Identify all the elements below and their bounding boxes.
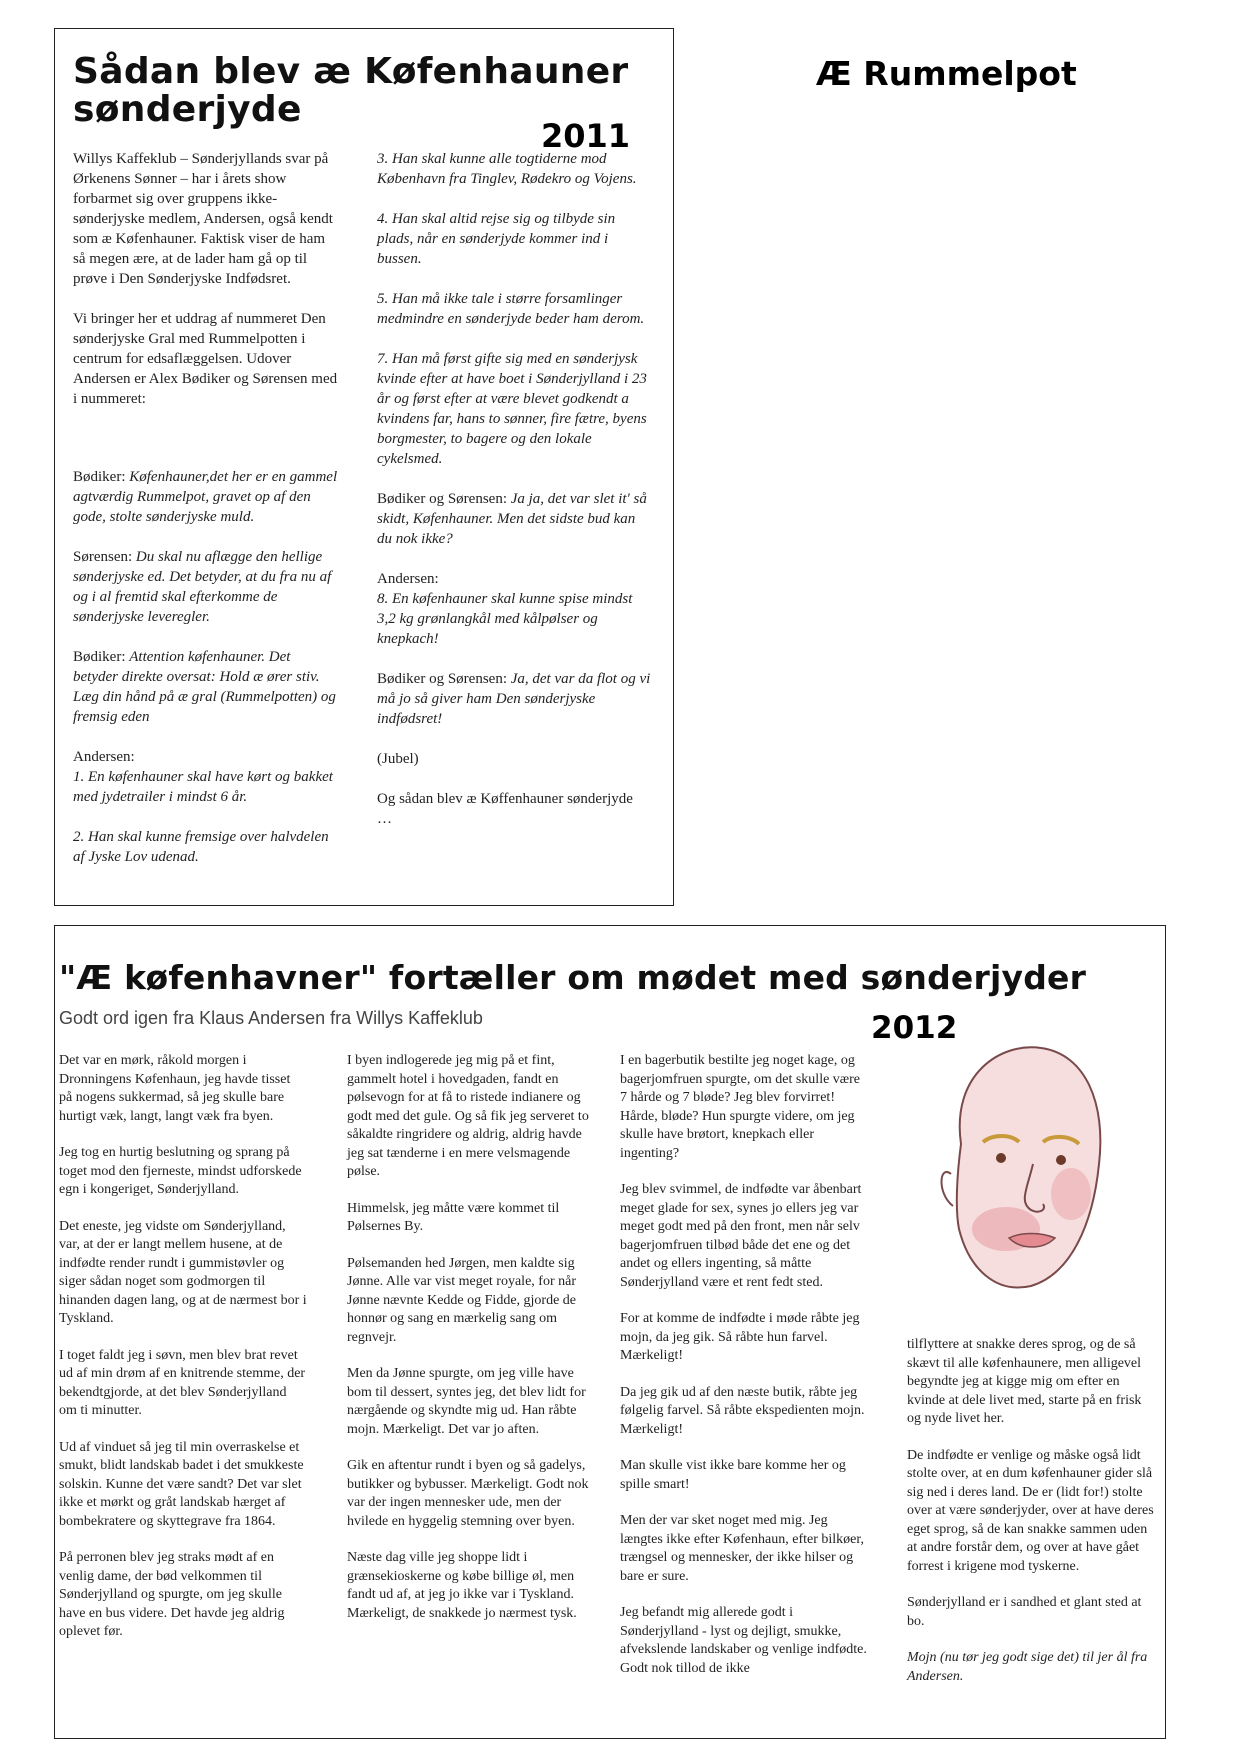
article-2012-deck: Godt ord igen fra Klaus Andersen fra Willys Kaffeklub xyxy=(59,1008,483,1028)
closing-line: Og sådan blev æ Køffenhauner sønderjyde … xyxy=(377,791,633,827)
line-text: Attention køfenhauner. Det betyder direkte oversat: Hold æ ører stiv. Læg din hånd på æ gral (Rummelpotten) og fremsig eden xyxy=(73,649,336,725)
dialogue-line xyxy=(73,827,339,867)
dialogue-line xyxy=(73,747,339,807)
paragraph: Jeg tog en hurtig beslutning og sprang på toget mod den fjerneste, mindst udforskede egn i kongeriget, Sønderjylland. xyxy=(59,1145,302,1197)
paragraph: Det eneste, jeg vidste om Sønderjylland, var, at der er langt mellem husene, at de indfødte render rundt i gummistøvler og siger sådan noget som godmorgen til hinanden dagen lang, og at de nærmest bor i Tyskland. xyxy=(59,1218,307,1326)
article-2012-title: "Æ køfenhavner" fortæller om mødet med sønderjyder xyxy=(59,958,1087,997)
intro-paragraph: Vi bringer her et uddrag af nummeret Den sønderjyske Gral med Rummelpotten i centrum for edsaflæggelsen. Udover Andersen er Alex Bødiker og Sørensen med i nummeret: xyxy=(73,311,338,407)
paragraph: Himmelsk, jeg måtte være kommet til Pølsernes By. xyxy=(347,1200,560,1234)
dialogue-line xyxy=(73,467,339,527)
paragraph: Men da Jønne spurgte, om jeg ville have bom til dessert, syntes jeg, det blev lidt for nærgående og skyndte mig ud. Han råbte mojn. Mærkeligt. Det var jo aften. xyxy=(347,1366,586,1437)
line-text: 8. En køfenhauner skal kunne spise mindst 3,2 kg grønlangkål med kålpølser og knepkach! xyxy=(377,591,633,647)
line-text: Køfenhauner,det her er en gammel agtværdig Rummelpot, gravet op af den gode, stolte sønderjyske muld. xyxy=(73,469,338,525)
line-text: 4. Han skal altid rejse sig og tilbyde sin plads, når en sønderjyde kommer ind i bussen. xyxy=(377,211,616,267)
paragraph: De indfødte er venlige og måske også lidt stolte over, at en dum køfenhauner gider slå sig ned i deres land. De er (lidt for!) stolte over at være sønderjyder, over at have deres eget sprog, så de kan snakke sammen uden at andre forstår dem, og over at have gået forrest i krigene mod tyskerne. xyxy=(907,1447,1154,1574)
intro-paragraph: Willys Kaffeklub – Sønderjyllands svar på Ørkenens Sønner – har i årets show forbarmet sig over gruppens ikke-sønderjyske medlem, Andersen, også kendt som æ Køfenhauner. Faktisk viser de ham så megen ære, at de lader ham gå op til prøve i Den Sønderjyske Indfødsret. xyxy=(73,151,333,287)
article-2012-column-2 xyxy=(347,1052,595,1641)
article-2012-column-3 xyxy=(620,1052,868,1696)
line-text: 5. Han må ikke tale i større forsamlinger medmindre en sønderjyde beder ham derom. xyxy=(377,291,645,327)
dialogue-line xyxy=(377,669,651,729)
dialogue-line xyxy=(377,209,651,269)
article-2012-column-1 xyxy=(59,1052,307,1660)
caricature-illustration xyxy=(921,1024,1111,1300)
speaker: Andersen: xyxy=(377,571,439,587)
paragraph: I en bagerbutik bestilte jeg noget kage, og bagerjomfruen spurgte, om det skulle være 7 hårde og 7 bløde? Jeg blev forvirret! Hårde, bløde? Hun spurgte videre, om jeg skulle have brøtort, knepkach eller ingenting? xyxy=(620,1053,861,1161)
paragraph: Jeg blev svimmel, de indfødte var åbenbart meget glade for sex, synes jo ellers jeg var meget godt med på den front, men når selv bagerjomfruen tilbød både det ene og det andet og ellers ingenting, så måtte Sønderjylland være et rent fedt sted. xyxy=(620,1182,862,1290)
speaker: Andersen: xyxy=(73,749,135,765)
paragraph: Da jeg gik ud af den næste butik, råbte jeg følgelig farvel. Så råbte ekspedienten mojn. Mærkeligt! xyxy=(620,1384,865,1437)
article-2012-clipping xyxy=(54,925,1166,1739)
speaker: Bødiker: xyxy=(73,649,126,665)
line-text: 1. En køfenhauner skal have kørt og bakket med jydetrailer i mindst 6 år. xyxy=(73,769,333,805)
line-text: 2. Han skal kunne fremsige over halvdelen af Jyske Lov udenad. xyxy=(73,829,329,865)
cheer: (Jubel) xyxy=(377,751,419,767)
article-2011-title: Sådan blev æ Køfenhauner sønderjyde xyxy=(73,51,629,130)
speaker: Sørensen: xyxy=(73,549,133,565)
paragraph: Gik en aftentur rundt i byen og så gadelys, butikker og bybusser. Mærkeligt. Godt nok var der ingen mennesker ude, men der hvilede en hyggelig stemning over byen. xyxy=(347,1458,589,1529)
paragraph: Sønderjylland er i sandhed et glant sted at bo. xyxy=(907,1595,1142,1629)
dialogue-line xyxy=(377,569,651,649)
dialogue-line xyxy=(73,547,339,627)
line-text: Ja ja, det var slet it' så skidt, Køfenhauner. Men det sidste bud kan du nok ikke? xyxy=(377,491,647,547)
article-2011-year: 2011 xyxy=(541,117,631,155)
article-2012-column-4 xyxy=(907,1336,1155,1704)
line-text: 3. Han skal kunne alle togtiderne mod København fra Tinglev, Rødekro og Vojens. xyxy=(377,151,637,187)
article-2011-clipping xyxy=(54,28,674,906)
speaker: Bødiker og Sørensen: xyxy=(377,671,507,687)
paragraph: Det var en mørk, råkold morgen i Dronningens Køfenhaun, jeg havde tisset på nogens sukkermad, så jeg skulle bare hurtigt væk, langt, langt væk fra byen. xyxy=(59,1053,291,1124)
paragraph: I byen indlogerede jeg mig på et fint, gammelt hotel i hovedgaden, fandt en pølsevogn for at få to ristede indianere og godt med det gule. Og så fik jeg serveret to såkaldte ringridere og aldrig, aldrig havde jeg sat tænderne i en mere velsmagende pølse. xyxy=(347,1053,589,1179)
dialogue-line xyxy=(377,149,651,189)
paragraph: For at komme de indfødte i møde råbte jeg mojn, da jeg gik. Så råbte hun farvel. Mærkeligt! xyxy=(620,1311,860,1363)
paragraph: Næste dag ville jeg shoppe lidt i grænsekioskerne og købe billige øl, men fandt ud af, at jeg jo ikke var i Tyskland. Mærkeligt, de snakkede jo nærmest tysk. xyxy=(347,1550,577,1621)
article-2012-year: 2012 xyxy=(871,1010,958,1046)
line-text: Ja, det var da flot og vi må jo så giver ham Den sønderjyske indfødsret! xyxy=(377,671,651,727)
line-text: 7. Han må først gifte sig med en sønderjysk kvinde efter at have boet i Sønderjylland i 23 år og først efter at være blevet godkendt a kvindens far, hans to sønner, fire fætre, byens borgmester, to bagere og den lokale cykelsmed. xyxy=(377,351,647,467)
paragraph: Ud af vinduet så jeg til min overraskelse et smukt, blidt landskab badet i det smukkeste solskin. Kunne det være sandt? Det var slet ikke et mørkt og gråt landskab hærget af bombekratere og skyttegrave fra 1864. xyxy=(59,1439,304,1529)
paragraph: Men der var sket noget med mig. Jeg længtes ikke efter Køfenhaun, efter bilkøer, trængsel og mennesker, der ikke hilser og bare er sure. xyxy=(620,1513,864,1584)
speaker: Bødiker: xyxy=(73,469,126,485)
dialogue-line xyxy=(377,349,651,469)
paragraph: Jeg befandt mig allerede godt i Sønderjylland - lyst og dejligt, smukke, afvekslende landskaber og venlige indfødte. Godt nok tillod de ikke xyxy=(620,1605,867,1676)
paragraph: På perronen blev jeg straks mødt af en venlig dame, der bød velkommen til Sønderjylland og spurgte, om jeg skulle have en bus videre. Det havde jeg aldrig oplevet før. xyxy=(59,1550,285,1639)
signoff: Mojn (nu tør jeg godt sige det) til jer ål fra Andersen. xyxy=(907,1650,1148,1684)
speaker: Bødiker og Sørensen: xyxy=(377,491,507,507)
paragraph: Pølsemanden hed Jørgen, men kaldte sig Jønne. Alle var vist meget royale, for når Jønne nævnte Kedde og Fidde, gjorde de honnør og sang en mærkelig sang om regnvejr. xyxy=(347,1255,577,1345)
dialogue-line xyxy=(377,289,651,329)
brand-title: Æ Rummelpot xyxy=(816,54,1077,93)
line-text: Du skal nu aflægge den hellige sønderjyske ed. Det betyder, at du fra nu af og i al fremtid skal efterkomme de sønderjyske leveregler. xyxy=(73,549,332,625)
paragraph: I toget faldt jeg i søvn, men blev brat revet ud af min drøm af en knitrende stemme, der bekendtgjorde, at det blev Sønderjylland om ti minutter. xyxy=(59,1347,306,1418)
article-2011-column-1 xyxy=(73,149,339,887)
paragraph: Man skulle vist ikke bare komme her og spille smart! xyxy=(620,1458,846,1492)
dialogue-line xyxy=(377,489,651,549)
article-2011-column-2 xyxy=(377,149,651,849)
paragraph: tilflyttere at snakke deres sprog, og de så skævt til alle køfenhaunere, men alligevel begyndte jeg at kigge mig om efter en kvinde at dele livet med, starte på en frisk og nyde livet her. xyxy=(907,1337,1142,1426)
dialogue-line xyxy=(73,647,339,727)
